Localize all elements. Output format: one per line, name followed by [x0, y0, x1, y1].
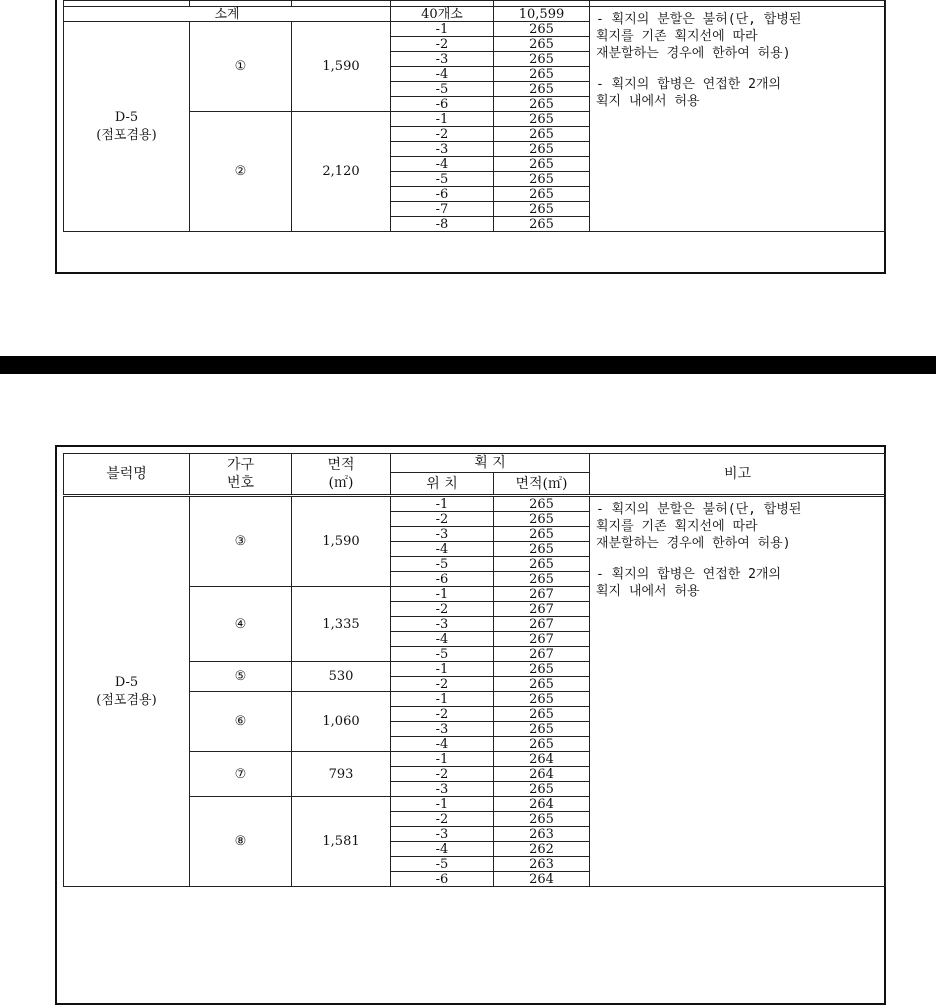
house-area: 793 — [292, 752, 391, 797]
lot-area: 264 — [494, 752, 590, 767]
house-number: ⑥ — [190, 692, 292, 752]
lot-position: -3 — [391, 722, 494, 737]
lot-area: 264 — [494, 797, 590, 812]
lot-area: 265 — [494, 112, 590, 127]
house-number: ⑦ — [190, 752, 292, 797]
lot-position: -5 — [391, 647, 494, 662]
lot-position: -4 — [391, 842, 494, 857]
house-area: 1,590 — [292, 22, 391, 112]
note-line: - 획지의 합병은 연접한 2개의 — [596, 77, 782, 92]
lot-area: 267 — [494, 617, 590, 632]
lot-area: 264 — [494, 767, 590, 782]
house-number: ② — [190, 112, 292, 232]
lot-area: 265 — [494, 127, 590, 142]
lot-position: -7 — [391, 202, 494, 217]
lot-area: 265 — [494, 722, 590, 737]
lot-position: -3 — [391, 782, 494, 797]
note-line: - 획지의 합병은 연접한 2개의 — [596, 567, 782, 582]
header-area — [292, 454, 391, 496]
table-row — [64, 496, 886, 512]
lot-position: -3 — [391, 527, 494, 542]
lot-position: -4 — [391, 67, 494, 82]
page-divider-bar — [0, 356, 936, 374]
lot-position: -6 — [391, 97, 494, 112]
header-house-no-l1: 가구 — [226, 457, 255, 473]
top-lot-table — [63, 0, 886, 232]
header-remarks: 비고 — [590, 454, 886, 496]
lot-area: 265 — [494, 82, 590, 97]
lot-area: 265 — [494, 572, 590, 587]
lot-position: -2 — [391, 602, 494, 617]
lot-area: 265 — [494, 737, 590, 752]
lot-area: 265 — [494, 187, 590, 202]
house-number: ⑧ — [190, 797, 292, 887]
lot-area: 265 — [494, 812, 590, 827]
lot-area: 265 — [494, 542, 590, 557]
lot-position: -5 — [391, 557, 494, 572]
lot-area: 265 — [494, 172, 590, 187]
header-block-name: 블럭명 — [64, 454, 190, 496]
lot-area: 265 — [494, 496, 590, 512]
lot-position: -1 — [391, 496, 494, 512]
lot-position: -2 — [391, 812, 494, 827]
lot-position: -3 — [391, 617, 494, 632]
lot-area: 265 — [494, 157, 590, 172]
block-type: (점포겸용) — [96, 127, 157, 143]
lot-position: -2 — [391, 512, 494, 527]
note-line: 재분할하는 경우에 한하여 허용) — [596, 536, 791, 551]
lot-position: -1 — [391, 662, 494, 677]
lot-area: 264 — [494, 872, 590, 887]
lot-area: 265 — [494, 217, 590, 232]
lot-position: -4 — [391, 157, 494, 172]
header-house-no-l2: 번호 — [226, 475, 255, 491]
subtotal-area: 10,599 — [494, 7, 590, 22]
block-name-cell — [64, 22, 190, 232]
lot-position: -1 — [391, 112, 494, 127]
house-area: 1,335 — [292, 587, 391, 662]
house-number: ① — [190, 22, 292, 112]
lot-position: -1 — [391, 692, 494, 707]
lot-position: -5 — [391, 857, 494, 872]
lot-position: -2 — [391, 37, 494, 52]
lot-position: -1 — [391, 22, 494, 37]
lot-area: 265 — [494, 527, 590, 542]
lot-area: 265 — [494, 677, 590, 692]
bottom-lot-table — [63, 453, 886, 887]
note-line: 획지 내에서 허용 — [596, 94, 700, 109]
lot-area: 265 — [494, 22, 590, 37]
lot-position: -3 — [391, 142, 494, 157]
header-lot-area: 면적(㎡) — [494, 473, 590, 496]
lot-area: 265 — [494, 707, 590, 722]
lot-area: 265 — [494, 67, 590, 82]
note-line: - 획지의 분할은 불허(단, 합병된 — [596, 12, 802, 27]
lot-area: 265 — [494, 37, 590, 52]
lot-position: -5 — [391, 82, 494, 97]
lot-position: -2 — [391, 707, 494, 722]
lot-position: -5 — [391, 172, 494, 187]
header-house-no — [190, 454, 292, 496]
lot-area: 265 — [494, 662, 590, 677]
note-line: 획지를 기존 획지선에 따라 — [596, 29, 758, 44]
lot-position: -4 — [391, 542, 494, 557]
lot-area: 265 — [494, 52, 590, 67]
subtotal-count: 40개소 — [391, 7, 494, 22]
block-name: D-5 — [114, 109, 139, 125]
lot-area: 265 — [494, 782, 590, 797]
lot-position: -8 — [391, 217, 494, 232]
block-name-cell — [64, 496, 190, 887]
header-area-l2: (㎡) — [328, 475, 354, 491]
lot-position: -6 — [391, 572, 494, 587]
lot-position: -2 — [391, 677, 494, 692]
lot-area: 263 — [494, 827, 590, 842]
lot-position: -3 — [391, 52, 494, 67]
lot-area: 265 — [494, 557, 590, 572]
header-lot-position: 위 치 — [391, 473, 494, 496]
lot-area: 267 — [494, 587, 590, 602]
lot-area: 267 — [494, 602, 590, 617]
house-area: 1,590 — [292, 496, 391, 587]
note-line: 획지 내에서 허용 — [596, 584, 700, 599]
block-name: D-5 — [114, 674, 139, 690]
lot-position: -3 — [391, 827, 494, 842]
lot-area: 267 — [494, 632, 590, 647]
house-area: 530 — [292, 662, 391, 692]
house-number: ④ — [190, 587, 292, 662]
lot-area: 267 — [494, 647, 590, 662]
note-line: 획지를 기존 획지선에 따라 — [596, 519, 758, 534]
header-area-l1: 면적 — [327, 457, 355, 473]
lot-area: 265 — [494, 97, 590, 112]
lot-area: 262 — [494, 842, 590, 857]
lot-area: 265 — [494, 202, 590, 217]
header-lot: 획 지 — [391, 454, 590, 473]
block-type: (점포겸용) — [96, 692, 157, 708]
top-remarks — [590, 7, 886, 232]
house-area: 1,581 — [292, 797, 391, 887]
lot-area: 265 — [494, 142, 590, 157]
top-subtotal-row — [64, 7, 886, 22]
lot-area: 265 — [494, 512, 590, 527]
lot-position: -4 — [391, 737, 494, 752]
house-number: ⑤ — [190, 662, 292, 692]
subtotal-label: 소계 — [64, 7, 391, 22]
house-area: 1,060 — [292, 692, 391, 752]
lot-position: -6 — [391, 872, 494, 887]
lot-position: -1 — [391, 587, 494, 602]
lot-position: -2 — [391, 127, 494, 142]
lot-area: 265 — [494, 692, 590, 707]
lot-position: -1 — [391, 797, 494, 812]
lot-position: -2 — [391, 767, 494, 782]
lot-position: -6 — [391, 187, 494, 202]
lot-area: 263 — [494, 857, 590, 872]
note-line: 재분할하는 경우에 한하여 허용) — [596, 46, 791, 61]
note-line: - 획지의 분할은 불허(단, 합병된 — [596, 502, 802, 517]
lot-position: -4 — [391, 632, 494, 647]
house-number: ③ — [190, 496, 292, 587]
lot-position: -1 — [391, 752, 494, 767]
house-area: 2,120 — [292, 112, 391, 232]
remarks-cell — [590, 496, 886, 887]
